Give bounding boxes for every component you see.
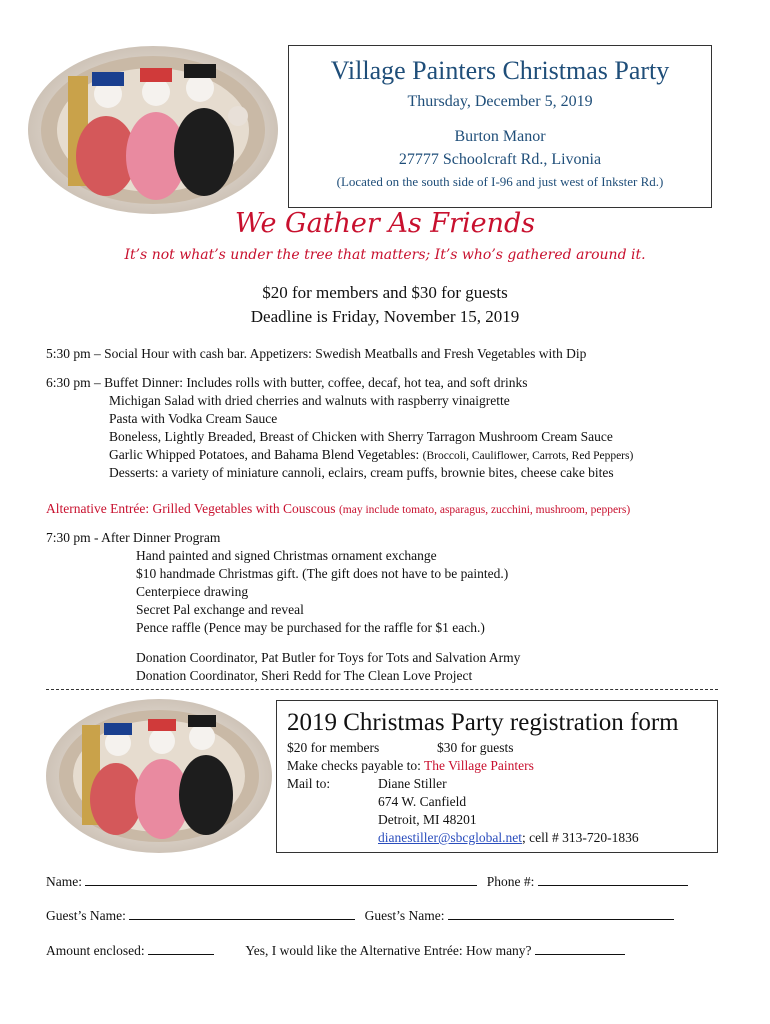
program-item: $10 handmade Christmas gift. (The gift does not have to be painted.)	[136, 566, 509, 581]
alternative-entree-line	[46, 500, 630, 519]
payable-line	[287, 757, 534, 775]
registration-title: 2019 Christmas Party registration form	[287, 709, 679, 736]
event-title: Village Painters Christmas Party	[330, 56, 670, 85]
pricing-line: $20 for members and $30 for guests	[262, 283, 508, 302]
coordinator-line: Donation Coordinator, Sheri Redd for The Clean Love Project	[136, 668, 473, 683]
program-heading: 7:30 pm - After Dinner Program	[46, 530, 221, 545]
name-label: Name:	[46, 874, 82, 889]
venue-name: Burton Manor	[454, 128, 546, 145]
mail-name: Diane Stiller	[378, 776, 447, 791]
guest-name-label: Guest’s Name:	[46, 908, 126, 923]
registration-box	[276, 700, 718, 853]
name-field[interactable]	[85, 873, 477, 886]
guest-name-field-2[interactable]	[448, 907, 674, 920]
amount-row	[46, 942, 625, 960]
guest-name-label-2: Guest’s Name:	[364, 908, 445, 923]
dinner-heading: 6:30 pm – Buffet Dinner: Includes rolls with butter, coffee, decaf, hot tea, and soft drinks	[46, 375, 528, 390]
dinner-item: Pasta with Vodka Cream Sauce	[109, 411, 278, 426]
amount-label: Amount enclosed:	[46, 943, 145, 958]
contact-line	[378, 829, 639, 847]
tagline-subline: It’s not what’s under the tree that matters; It’s who’s gathered around it.	[124, 247, 646, 263]
guest-row	[46, 907, 674, 925]
guest-price: $30 for guests	[437, 740, 514, 755]
program-item: Centerpiece drawing	[136, 584, 249, 599]
alternative-entree-label: Alternative Entrée: Grilled Vegetables with Couscous	[46, 501, 336, 516]
phone-field[interactable]	[538, 873, 688, 886]
amount-field[interactable]	[148, 942, 214, 955]
desserts-line: Desserts: a variety of miniature cannoli, eclairs, cream puffs, brownie bites, cheese cake bites	[109, 465, 614, 480]
name-row	[46, 873, 688, 891]
phone-text: ; cell # 313-720-1836	[522, 830, 639, 845]
dinner-item-vegetables	[109, 446, 633, 465]
snowman-plate-image-bottom	[46, 699, 272, 853]
mail-street: 674 W. Canfield	[378, 794, 467, 809]
venue-directions: (Located on the south side of I-96 and just west of Inkster Rd.)	[336, 174, 664, 189]
mail-city: Detroit, MI 48201	[378, 812, 477, 827]
event-header-box	[288, 45, 712, 208]
guest-name-field[interactable]	[129, 907, 355, 920]
vegetables-main: Garlic Whipped Potatoes, and Bahama Blend Vegetables:	[109, 447, 420, 462]
alternative-entree-question: Yes, I would like the Alternative Entrée: How many?	[245, 943, 532, 958]
alternative-entree-count-field[interactable]	[535, 942, 625, 955]
cut-line-divider	[46, 689, 718, 690]
program-item: Pence raffle (Pence may be purchased for the raffle for $1 each.)	[136, 620, 485, 635]
program-item: Secret Pal exchange and reveal	[136, 602, 304, 617]
member-price: $20 for members	[287, 740, 380, 755]
payable-to: The Village Painters	[423, 758, 534, 773]
mail-to-label: Mail to:	[287, 776, 331, 791]
dinner-item: Boneless, Lightly Breaded, Breast of Chicken with Sherry Tarragon Mushroom Cream Sauce	[109, 429, 613, 444]
program-item: Hand painted and signed Christmas ornament exchange	[136, 548, 437, 563]
alternative-entree-detail: (may include tomato, asparagus, zucchini, mushroom, peppers)	[338, 504, 631, 516]
event-date: Thursday, December 5, 2019	[407, 93, 593, 110]
tagline-headline: We Gather As Friends	[234, 208, 536, 239]
phone-label: Phone #:	[486, 874, 535, 889]
dinner-item: Michigan Salad with dried cherries and walnuts with raspberry vinaigrette	[109, 393, 510, 408]
deadline-line: Deadline is Friday, November 15, 2019	[250, 307, 520, 326]
venue-address: 27777 Schoolcraft Rd., Livonia	[398, 151, 602, 168]
social-hour-line: 5:30 pm – Social Hour with cash bar. Appetizers: Swedish Meatballs and Fresh Vegetables with Dip	[46, 346, 587, 361]
coordinator-line: Donation Coordinator, Pat Butler for Toys for Tots and Salvation Army	[136, 650, 521, 665]
vegetables-detail: (Broccoli, Cauliflower, Carrots, Red Peppers)	[422, 450, 634, 462]
snowman-plate-image-top	[28, 46, 278, 214]
email-link[interactable]: dianestiller@sbcglobal.net	[378, 830, 523, 845]
payable-prefix: Make checks payable to:	[287, 758, 421, 773]
